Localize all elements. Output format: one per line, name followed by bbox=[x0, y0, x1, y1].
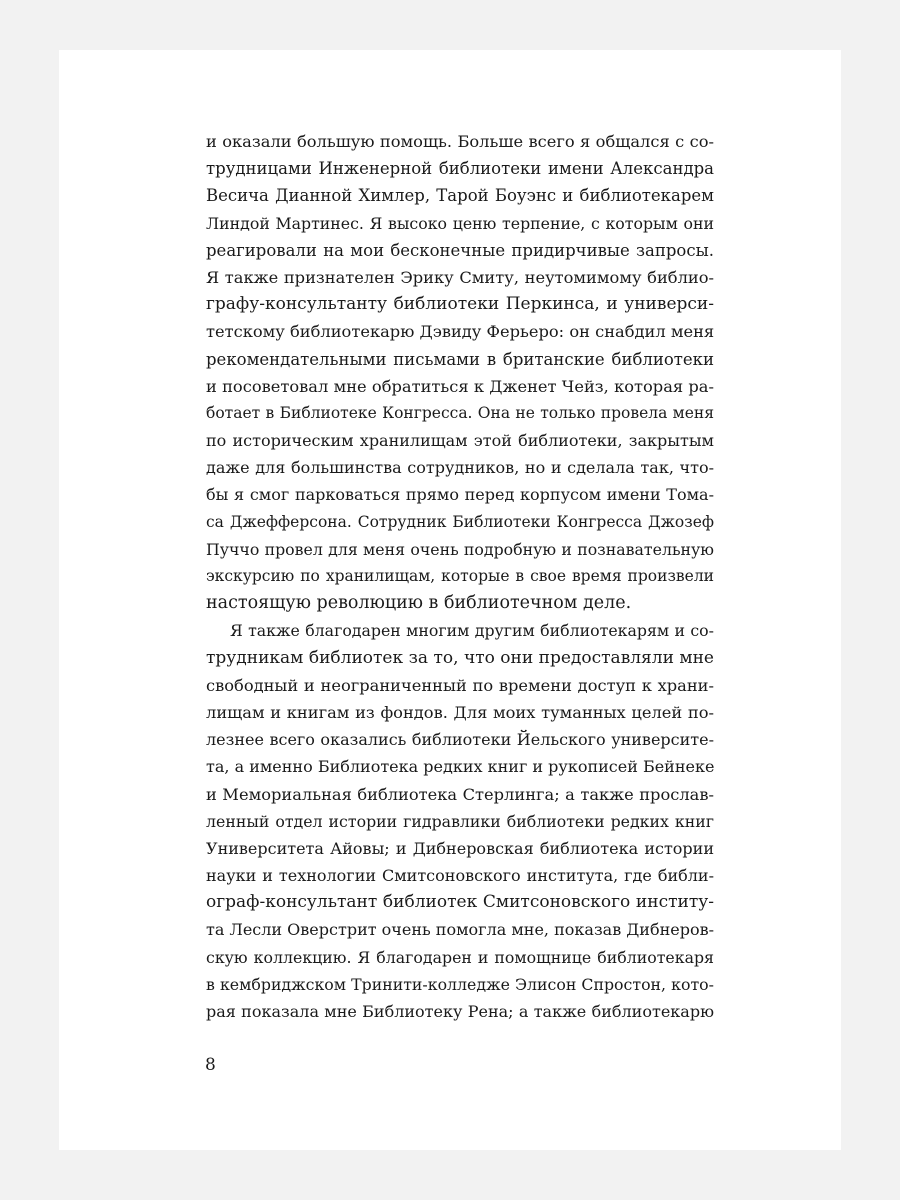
text-line: графу-консультанту библиотеки Перкинса, и универси- bbox=[206, 294, 714, 315]
text-line: в кембриджском Тринити-колледже Элисон Спростон, кото- bbox=[206, 974, 714, 994]
paragraph-1 bbox=[206, 128, 714, 617]
text-line: по историческим хранилищам этой библиотеки, закрытым bbox=[206, 431, 714, 451]
text-line: та, а именно Библиотека редких книг и рукописей Бейнеке bbox=[206, 757, 715, 777]
text-line: са Джефферсона. Сотрудник Библиотеки Конгресса Джозеф bbox=[206, 512, 714, 531]
text-line: скую коллекцию. Я благодарен и помощнице библиотекаря bbox=[206, 947, 714, 967]
text-line: даже для большинства сотрудников, но и сделала так, что- bbox=[206, 458, 714, 478]
text-line: та Лесли Оверстрит очень помогла мне, показав Дибнеров- bbox=[206, 920, 715, 940]
text-line: экскурсию по хранилищам, которые в свое время произвели bbox=[206, 567, 714, 585]
text-line: науки и технологии Смитсоновского института, где библи- bbox=[206, 866, 714, 886]
text-line: рая показала мне Библиотеку Рена; а также библиотекарю bbox=[206, 1002, 714, 1021]
text-line: и оказали большую помощь. Больше всего я общался с со- bbox=[206, 132, 714, 151]
text-line: Я также признателен Эрику Смиту, неутомимому библио- bbox=[206, 267, 714, 287]
text-line: бы я смог парковаться прямо перед корпусом имени Тома- bbox=[206, 485, 714, 505]
text-line: и посоветовал мне обратиться к Дженет Чейз, которая ра- bbox=[206, 376, 714, 396]
text-line: тетскому библиотекарю Дэвиду Ферьеро: он снабдил меня bbox=[206, 322, 715, 342]
text-line: настоящую революцию в библиотечном деле. bbox=[206, 593, 632, 614]
text-line: ленный отдел истории гидравлики библиотеки редких книг bbox=[206, 811, 714, 831]
text-line: лезнее всего оказались библиотеки Йельского университе- bbox=[206, 730, 714, 750]
paragraph-2 bbox=[206, 617, 714, 1025]
text-line: ограф-консультант библиотек Смитсоновского институ- bbox=[206, 892, 714, 913]
text-line: и Мемориальная библиотека Стерлинга; а также прослав- bbox=[206, 784, 714, 804]
page-number: 8 bbox=[205, 1055, 216, 1075]
text-line: Линдой Мартинес. Я высоко ценю терпение, с которым они bbox=[206, 213, 714, 233]
text-line: Пуччо провел для меня очень подробную и познавательную bbox=[206, 539, 714, 559]
text-line: свободный и неограниченный по времени доступ к храни- bbox=[206, 675, 714, 695]
text-line: Я также благодарен многим другим библиотекарям и со- bbox=[230, 621, 714, 641]
text-line: рекомендательными письмами в британские библиотеки bbox=[206, 349, 714, 369]
text-line: лищам и книгам из фондов. Для моих туманных целей по- bbox=[206, 702, 714, 722]
text-line: Университета Айовы; и Дибнеровская библиотека истории bbox=[206, 838, 714, 858]
text-line: Весича Дианной Химлер, Тарой Боуэнс и библиотекарем bbox=[206, 186, 714, 206]
text-line: реагировали на мои бесконечные придирчивые запросы. bbox=[206, 240, 714, 260]
text-line: трудницами Инженерной библиотеки имени Александра bbox=[206, 159, 714, 179]
text-line: трудникам библиотек за то, что они предоставляли мне bbox=[206, 647, 714, 668]
body-text bbox=[206, 128, 714, 1025]
text-line: ботает в Библиотеке Конгресса. Она не только провела меня bbox=[206, 403, 714, 422]
